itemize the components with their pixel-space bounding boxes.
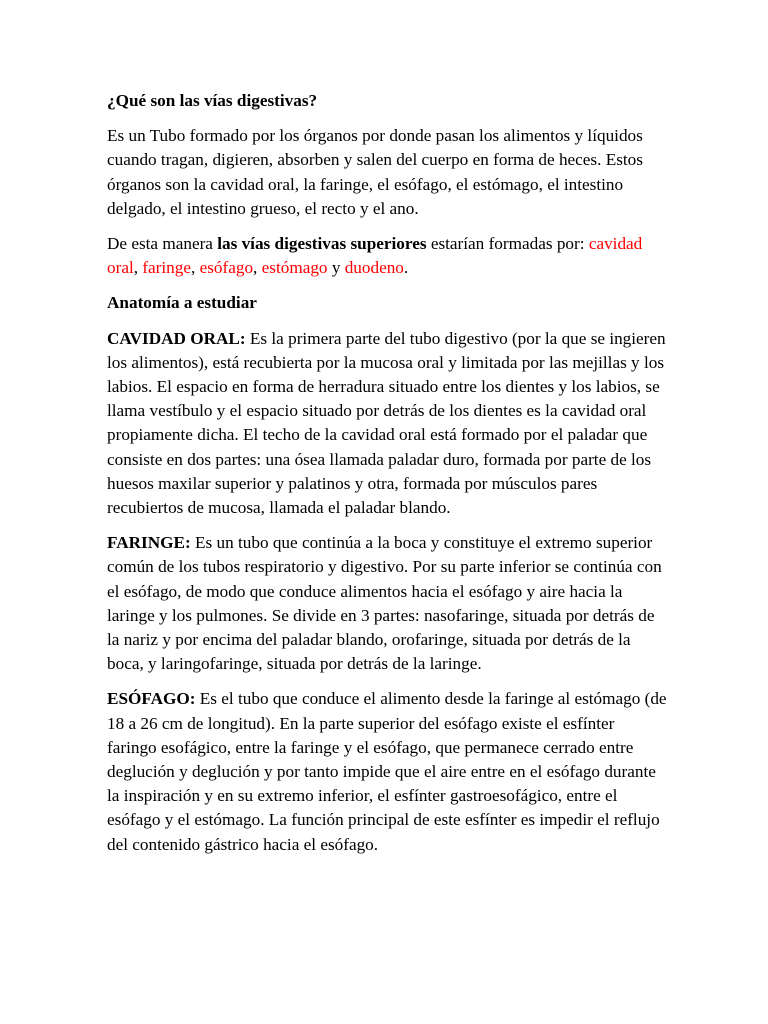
organ-highlight: duodeno <box>344 258 404 278</box>
organ-separator: y <box>327 258 345 278</box>
section-esofago <box>107 687 667 856</box>
section-cavidad-oral <box>107 327 667 521</box>
section-text: Es la primera parte del tubo digestivo (por la que se ingieren los alimentos), está recubierta por la mucosa oral y limitada por las mejillas y los labios. El espacio en forma de herradura situado entre los dientes y los labios, se llama vestíbulo y el espacio situado por detrás de los dientes es la cavidad oral propiamente dicha. El techo de la cavidad oral está formado por el paladar que consiste en dos partes: una ósea llamada paladar duro, formada por parte de los huesos maxilar superior y palatinos y otra, formada por músculos pares recubiertos de mucosa, llamada el paladar blando. <box>107 328 666 518</box>
upper-lead-text: De esta manera <box>107 234 218 254</box>
intro-paragraph: Es un Tubo formado por los órganos por donde pasan los alimentos y líquidos cuando tragan, digieren, absorben y salen del cuerpo en forma de heces. Estos órganos son la cavidad oral, la faringe, el esófago, el estómago, el intestino delgado, el intestino grueso, el recto y el ano. <box>107 126 643 218</box>
section-faringe <box>107 531 667 676</box>
section-term: FARINGE: <box>107 533 191 553</box>
organ-highlight: faringe <box>142 258 191 278</box>
page-title: ¿Qué son las vías digestivas? <box>107 91 318 110</box>
organ-highlight: esófago <box>199 258 254 278</box>
upper-end-text: . <box>403 258 409 278</box>
organ-separator: , <box>133 258 143 278</box>
document-page <box>107 89 667 868</box>
section-term: CAVIDAD ORAL: <box>107 328 246 348</box>
organ-highlight: estómago <box>261 258 328 278</box>
organ-separator: , <box>191 258 200 278</box>
organ-separator: , <box>253 258 262 278</box>
organ-highlight: cavidad oral <box>107 234 643 278</box>
upper-middle-text: estarían formadas por: <box>426 234 589 254</box>
section-text: Es un tubo que continúa a la boca y constituye el extremo superior común de los tubos respiratorio y digestivo. Por su parte inferior se continúa con el esófago, de modo que conduce alimentos hacia el esófago y aire hacia la laringe y los pulmones. Se divide en 3 partes: nasofaringe, situada por detrás de la nariz y por encima del paladar blando, orofaringe, situada por detrás de la boca, y laringofaringe, situada por detrás de la laringe. <box>107 533 662 674</box>
section-text: Es el tubo que conduce el alimento desde la faringe al estómago (de 18 a 26 cm de longitud). En la parte superior del esófago existe el esfínter faringo esofágico, entre la faringe y el esófago, que permanece cerrado entre deglución y deglución y por tanto impide que el aire entre en el esófago durante la inspiración y en su extremo inferior, el esfínter gastroesofágico, entre el esófago y el estómago. La función principal de este esfínter es impedir el reflujo del contenido gástrico hacia el esófago. <box>107 689 667 854</box>
section-term: ESÓFAGO: <box>107 689 196 709</box>
upper-bold-term: las vías digestivas superiores <box>217 234 427 254</box>
anatomy-heading: Anatomía a estudiar <box>107 293 257 313</box>
upper-tract-paragraph <box>107 232 667 280</box>
